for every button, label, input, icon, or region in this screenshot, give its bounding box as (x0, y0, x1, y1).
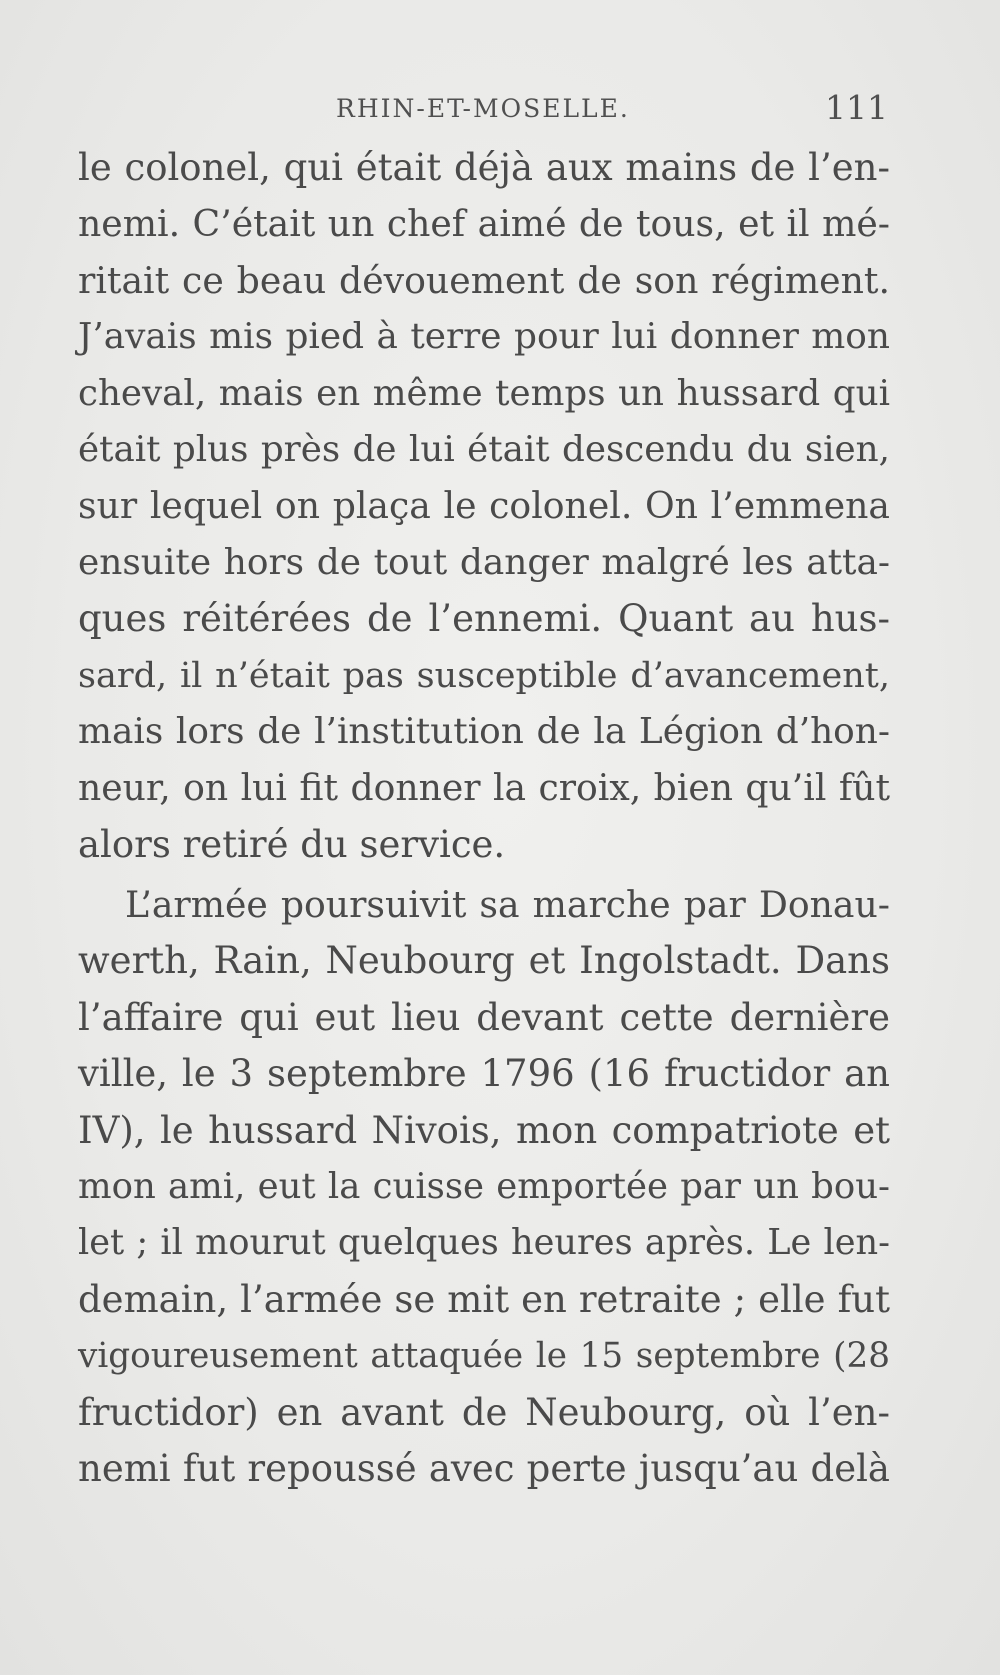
text-line: mais lors de l’institution de la Légion d’hon- (78, 710, 890, 752)
text-line: werth, Rain, Neubourg et Ingolstadt. Dans (78, 939, 890, 983)
text-line: ques réitérées de l’ennemi. Quant au hus- (78, 597, 890, 641)
text-line: sard, il n’était pas susceptible d’avancement, (78, 654, 890, 696)
text-line: J’avais mis pied à terre pour lui donner mon (78, 316, 890, 358)
text-line: IV), le hussard Nivois, mon compatriote et (78, 1108, 890, 1152)
text-line: let ; il mourut quelques heures après. Le len- (78, 1222, 890, 1264)
text-line: nemi. C’était un chef aimé de tous, et il mé- (78, 202, 890, 246)
paragraph-1 (78, 140, 890, 873)
text-line: ville, le 3 septembre 1796 (16 fructidor an (78, 1052, 890, 1096)
text-line: demain, l’armée se mit en retraite ; elle fut (78, 1277, 890, 1321)
text-line: cheval, mais en même temps un hussard qui (78, 372, 890, 414)
text-line: neur, on lui fit donner la croix, bien qu’il fût (78, 766, 890, 810)
running-head (78, 88, 888, 132)
body-text (78, 140, 890, 1497)
page-number: 111 (825, 88, 888, 127)
text-line: fructidor) en avant de Neubourg, où l’en- (78, 1390, 890, 1434)
text-line: ensuite hors de tout danger malgré les atta- (78, 541, 890, 583)
text-line: l’affaire qui eut lieu devant cette dernière (78, 995, 890, 1039)
text-line: était plus près de lui était descendu du sien, (78, 428, 890, 470)
text-line: sur lequel on plaça le colonel. On l’emmena (78, 484, 890, 528)
text-line: alors retiré du service. (78, 822, 506, 866)
text-line: nemi fut repoussé avec perte jusqu’au delà (78, 1446, 890, 1490)
text-line: le colonel, qui était déjà aux mains de l’en- (78, 146, 890, 189)
running-title: RHIN-ET-MOSELLE. (336, 94, 630, 123)
text-line: mon ami, eut la cuisse emportée par un bou- (78, 1166, 890, 1208)
paragraph-2 (78, 877, 890, 1497)
text-line: ritait ce beau dévouement de son régiment. (78, 258, 890, 302)
text-line: L’armée poursuivit sa marche par Donau- (125, 883, 890, 927)
text-line: vigoureusement attaquée le 15 septembre (28 (78, 1336, 890, 1377)
